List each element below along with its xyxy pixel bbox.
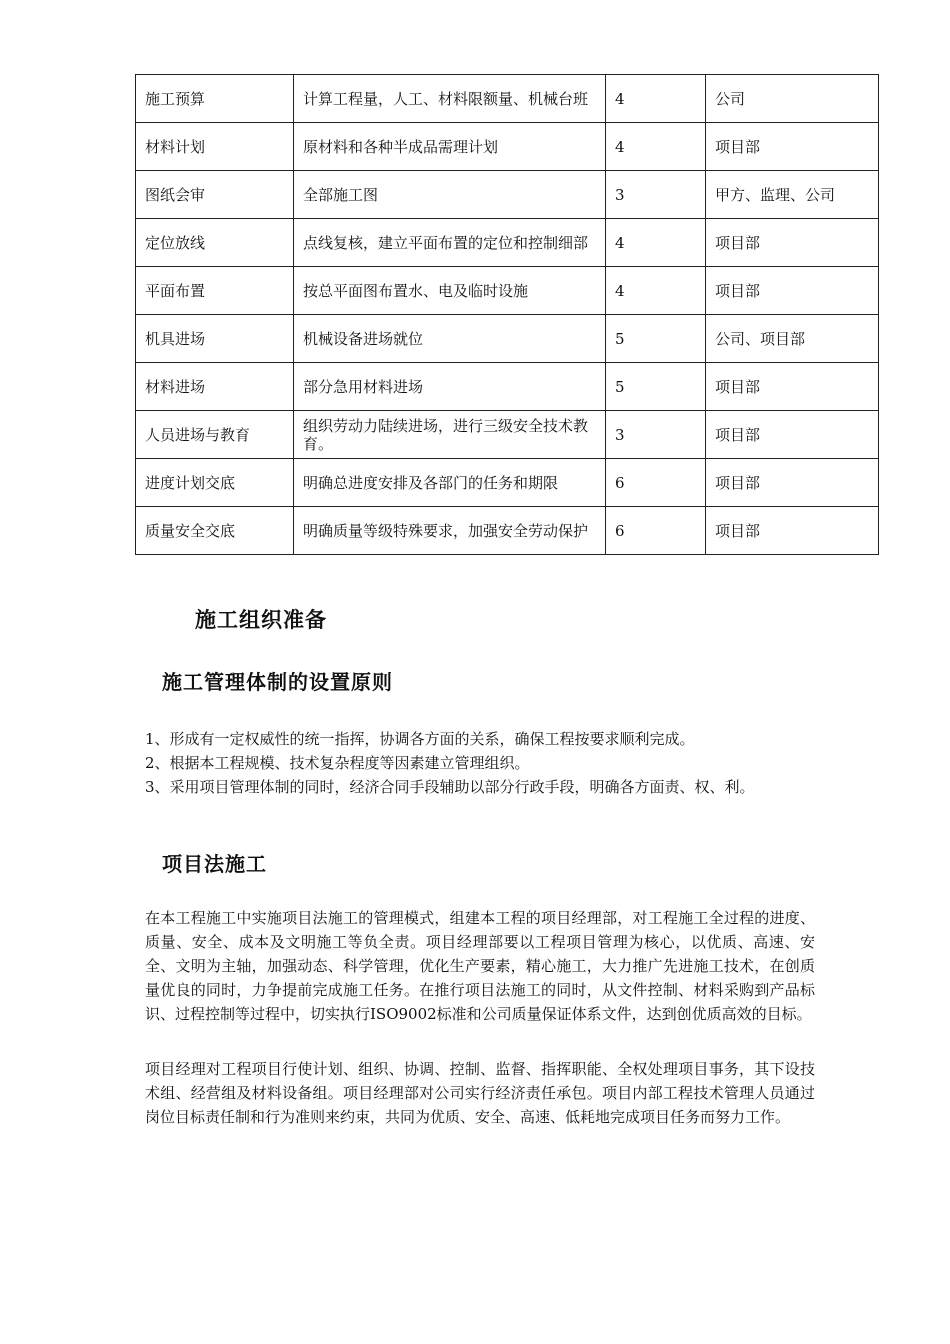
principle-list [145, 727, 865, 799]
cell-days: 6 [606, 459, 706, 507]
section-title-project-method: 项目法施工 [162, 852, 267, 876]
list-item: 1、形成有一定权威性的统一指挥，协调各方面的关系，确保工程按要求顺利完成。 [145, 730, 695, 748]
cell-content: 计算工程量，人工、材料限额量、机械台班 [294, 75, 606, 123]
cell-owner: 项目部 [706, 267, 879, 315]
cell-item: 材料计划 [136, 123, 294, 171]
cell-content: 原材料和各种半成品需理计划 [294, 123, 606, 171]
cell-days: 5 [606, 315, 706, 363]
cell-owner: 项目部 [706, 363, 879, 411]
section-title-principles: 施工管理体制的设置原则 [162, 670, 393, 694]
cell-item: 平面布置 [136, 267, 294, 315]
cell-item: 材料进场 [136, 363, 294, 411]
paragraph: 项目经理对工程项目行使计划、组织、协调、控制、监督、指挥职能、全权处理项目事务，其下设技术组、经营组及材料设备组。项目经理部对公司实行经济责任承包。项目内部工程技术管理人员通过岗位目标责任制和行为准则来约束，共同为优质、安全、高速、低耗地完成项目任务而努力工作。 [145, 1060, 815, 1126]
cell-owner: 项目部 [706, 123, 879, 171]
cell-item: 定位放线 [136, 219, 294, 267]
table-row [136, 219, 879, 267]
cell-item: 机具进场 [136, 315, 294, 363]
cell-item: 施工预算 [136, 75, 294, 123]
table-row [136, 363, 879, 411]
cell-days: 5 [606, 363, 706, 411]
cell-item: 人员进场与教育 [136, 411, 294, 459]
cell-item: 质量安全交底 [136, 507, 294, 555]
cell-item: 图纸会审 [136, 171, 294, 219]
cell-days: 4 [606, 219, 706, 267]
cell-owner: 项目部 [706, 459, 879, 507]
cell-owner: 项目部 [706, 411, 879, 459]
cell-owner: 公司 [706, 75, 879, 123]
cell-days: 4 [606, 123, 706, 171]
cell-owner: 公司、项目部 [706, 315, 879, 363]
cell-days: 3 [606, 171, 706, 219]
table-row [136, 171, 879, 219]
cell-content: 明确总进度安排及各部门的任务和期限 [294, 459, 606, 507]
table-row [136, 267, 879, 315]
table-row [136, 123, 879, 171]
cell-content: 点线复核，建立平面布置的定位和控制细部 [294, 219, 606, 267]
cell-owner: 项目部 [706, 507, 879, 555]
paragraph: 在本工程施工中实施项目法施工的管理模式，组建本工程的项目经理部，对工程施工全过程的进度、质量、安全、成本及文明施工等负全责。项目经理部要以工程项目管理为核心，以优质、高速、安全、文明为主轴，加强动态、科学管理，优化生产要素，精心施工，大力推广先进施工技术，在创质量优良的同时，力争提前完成施工任务。在推行项目法施工的同时，从文件控制、材料采购到产品标识、过程控制等过程中，切实执行ISO9002标准和公司质量保证体系文件，达到创优质高效的目标。 [145, 909, 815, 1023]
table-row [136, 459, 879, 507]
cell-item: 进度计划交底 [136, 459, 294, 507]
table-row [136, 75, 879, 123]
cell-content: 明确质量等级特殊要求，加强安全劳动保护 [294, 507, 606, 555]
list-item: 2、根据本工程规模、技术复杂程度等因素建立管理组织。 [145, 754, 530, 772]
cell-days: 4 [606, 75, 706, 123]
table-row [136, 411, 879, 459]
table-row [136, 507, 879, 555]
cell-content: 组织劳动力陆续进场，进行三级安全技术教育。 [294, 411, 606, 459]
list-item: 3、采用项目管理体制的同时，经济合同手段辅助以部分行政手段，明确各方面责、权、利。 [145, 778, 755, 796]
cell-content: 按总平面图布置水、电及临时设施 [294, 267, 606, 315]
cell-days: 4 [606, 267, 706, 315]
cell-owner: 项目部 [706, 219, 879, 267]
section-title-organization: 施工组织准备 [195, 608, 327, 632]
cell-content: 部分急用材料进场 [294, 363, 606, 411]
cell-days: 6 [606, 507, 706, 555]
table-row [136, 315, 879, 363]
cell-days: 3 [606, 411, 706, 459]
cell-content: 机械设备进场就位 [294, 315, 606, 363]
cell-owner: 甲方、监理、公司 [706, 171, 879, 219]
cell-content: 全部施工图 [294, 171, 606, 219]
preparation-table [135, 74, 879, 555]
